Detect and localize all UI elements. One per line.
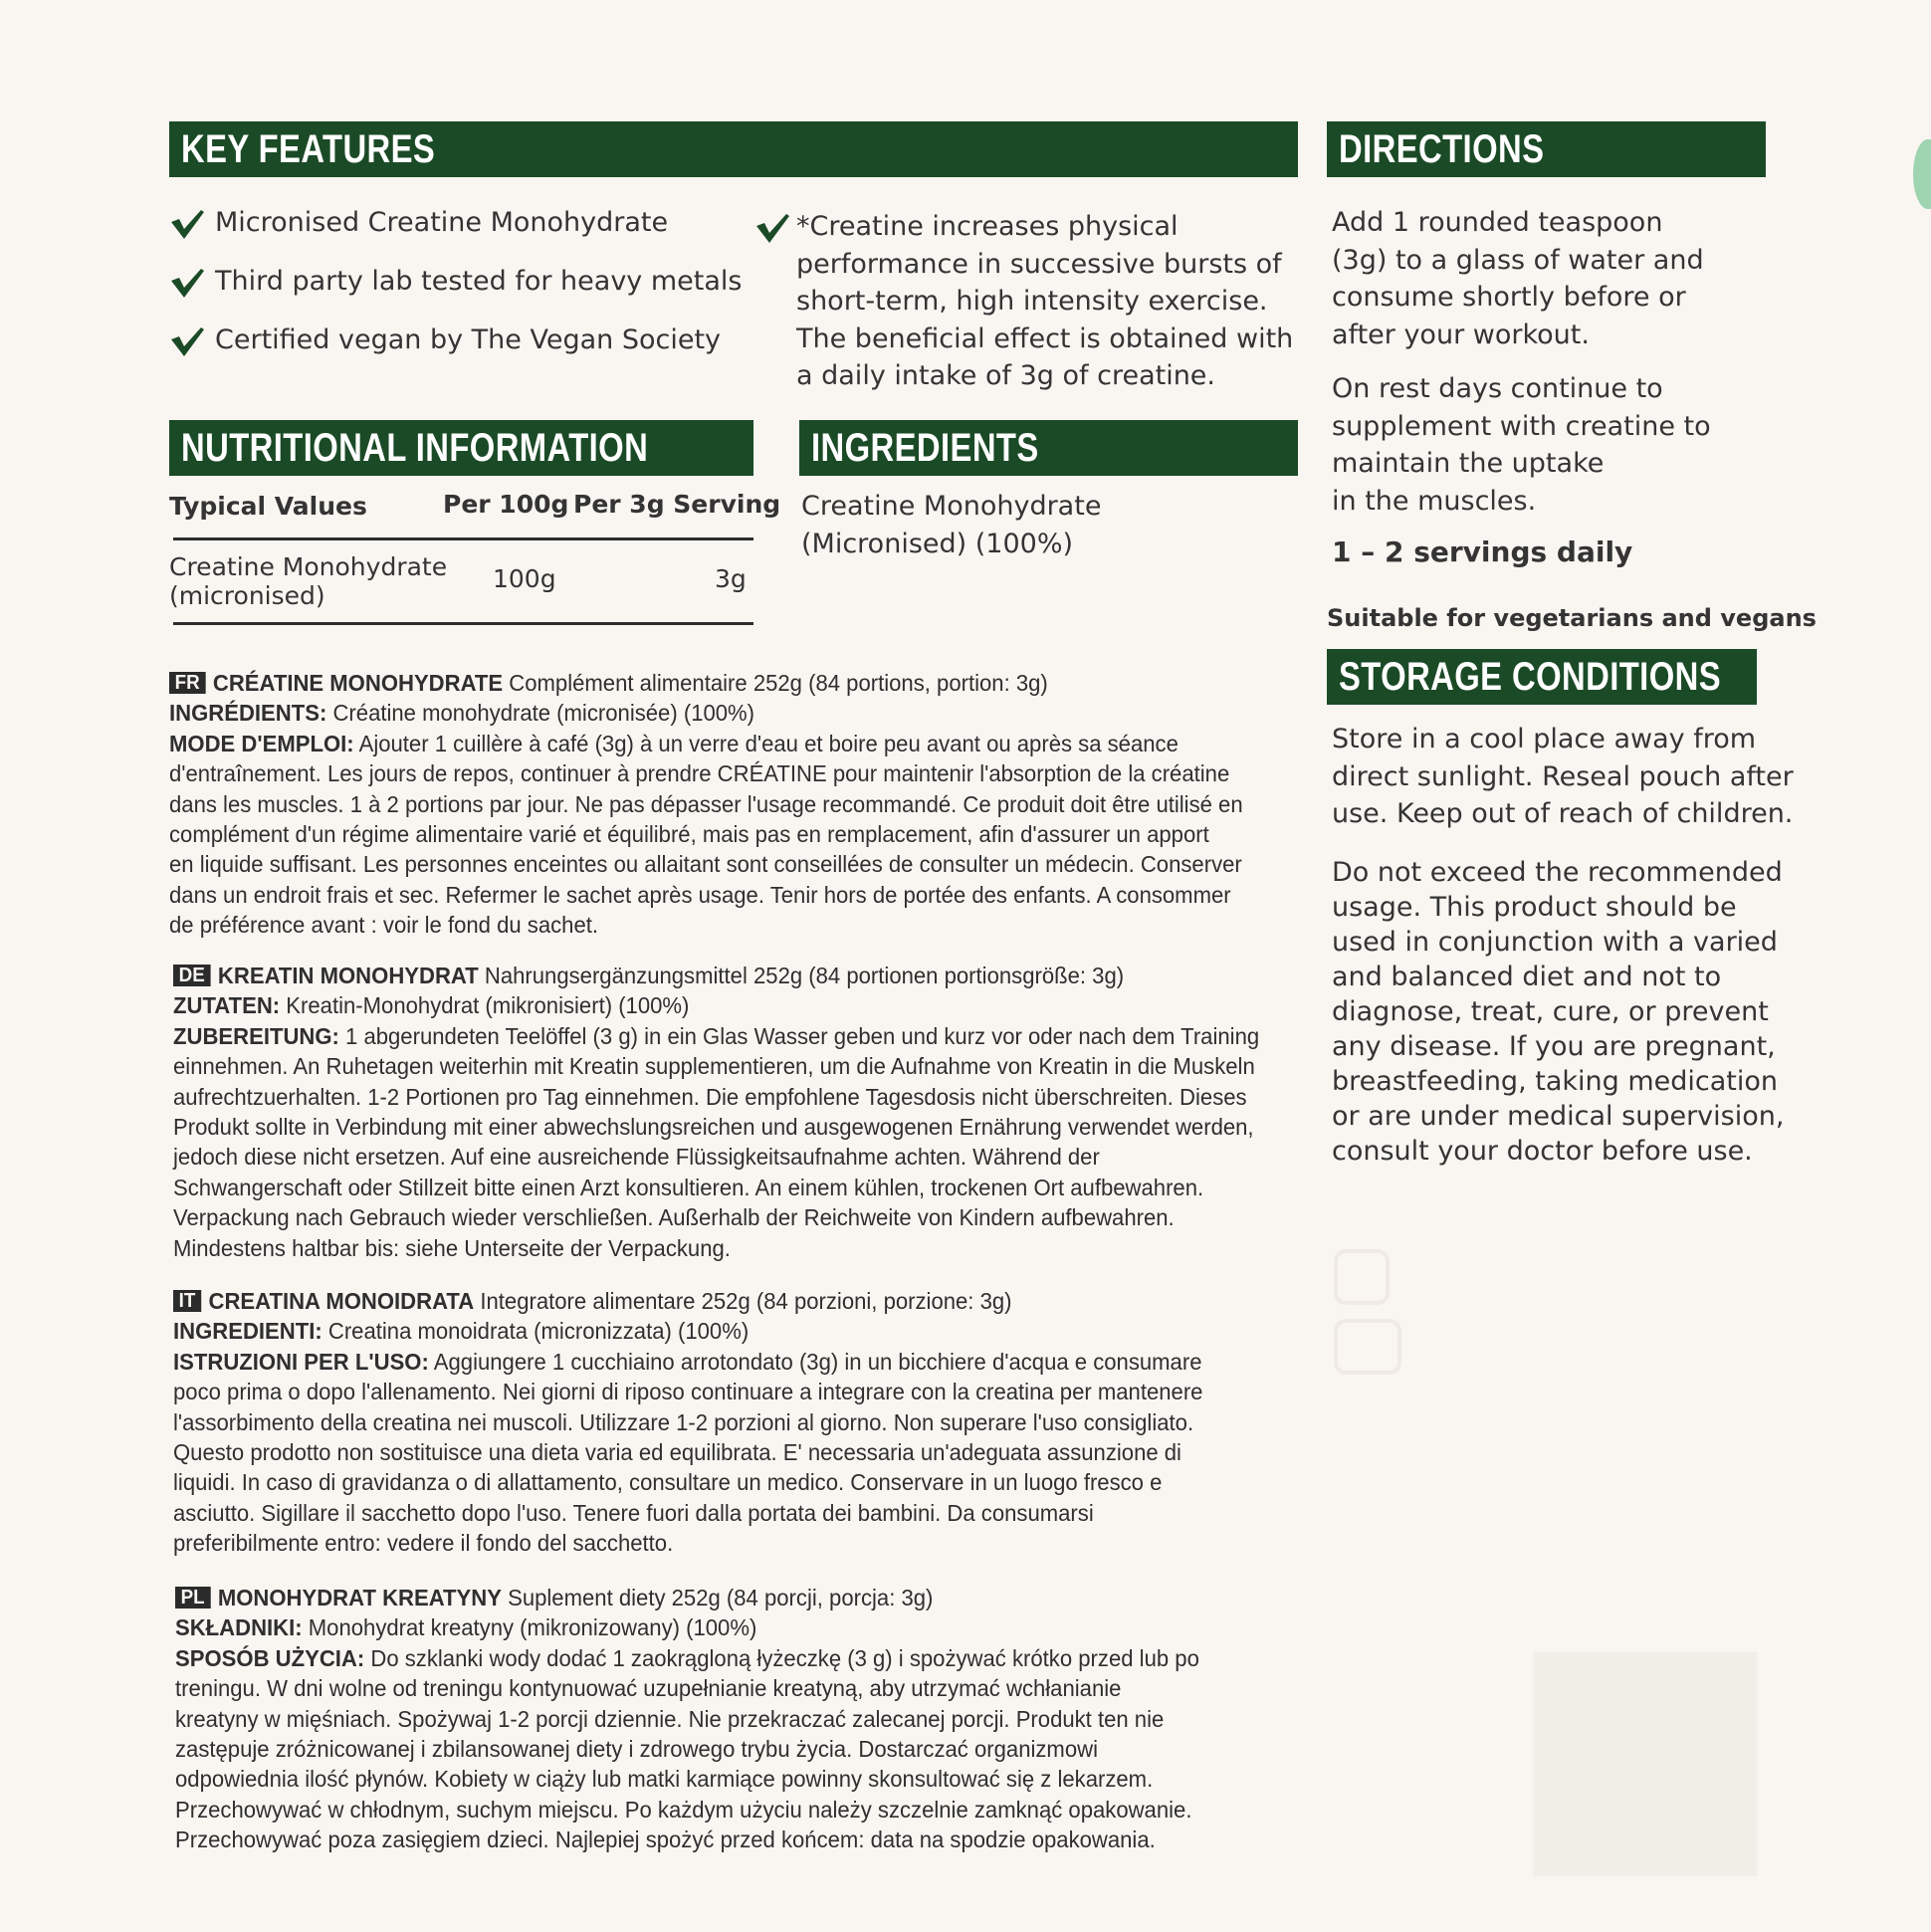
label: SKŁADNIKI:	[175, 1614, 303, 1641]
ingredients-line	[173, 990, 1259, 1020]
nutrient-name-line: (micronised)	[169, 581, 325, 610]
warning-line: usage. This product should be	[1332, 892, 1737, 923]
text-line: asciutto. Sigillare il sacchetto dopo l'uso. Tenere fuori dalla portata dei bambini. Da consumarsi	[173, 1499, 1094, 1526]
suitable-note: Suitable for vegetarians and vegans	[1327, 604, 1817, 632]
text-line: aufrechtzuerhalten. 1-2 Portionen pro Tag einnehmen. Die empfohlene Tagesdosis nicht überschreiten. Dieses	[173, 1083, 1247, 1110]
per-100g-value: 100g	[493, 564, 556, 593]
servings-daily: 1 – 2 servings daily	[1332, 536, 1633, 568]
header-per-serving: Per 3g Serving	[573, 490, 781, 519]
text-line: treningu. W dni wolne od treningu kontynuować uzupełnianie kreatyną, aby utrzymać wchłanianie	[175, 1675, 1122, 1702]
product-name: CREATINA MONOIDRATA	[208, 1288, 475, 1314]
per-serving-value: 3g	[715, 564, 747, 593]
storage-header	[1327, 649, 1757, 705]
feature-text: Third party lab tested for heavy metals	[215, 266, 743, 297]
value: Créatine monohydrate (micronisée) (100%)	[332, 700, 755, 727]
label: ISTRUZIONI PER L'USO:	[173, 1348, 429, 1375]
claim-line: The beneficial effect is obtained with	[796, 322, 1294, 354]
leaf-decoration	[1913, 139, 1931, 209]
lang-block-pl	[175, 1583, 1265, 1855]
claim-line: short-term, high intensity exercise.	[796, 286, 1268, 317]
ingredients-line	[169, 698, 1243, 728]
check-icon	[169, 205, 205, 241]
text-line: en liquide suffisant. Les personnes enceintes ou allaitant sont conseillées de consulter un médecin. Conserver	[169, 851, 1242, 878]
warning-line: Do not exceed the recommended	[1332, 857, 1783, 888]
header-per-100g: Per 100g	[443, 490, 569, 519]
rest-days-line: maintain the uptake	[1332, 448, 1605, 479]
value: Aggiungere 1 cucchiaino arrotondato (3g) in un bicchiere d'acqua e consumare	[433, 1348, 1202, 1375]
claim-line: *Creatine increases physical	[796, 211, 1179, 242]
rest-days-line: supplement with creatine to	[1332, 410, 1711, 442]
usage-line	[173, 1021, 1259, 1051]
lang-title-line	[173, 961, 1259, 990]
product-name: KREATIN MONOHYDRAT	[217, 963, 479, 988]
warning-line: any disease. If you are pregnant,	[1332, 1031, 1776, 1062]
storage-title: STORAGE CONDITIONS	[1339, 655, 1722, 699]
key-features-title: KEY FEATURES	[181, 127, 436, 171]
warning-line: consult your doctor before use.	[1332, 1136, 1753, 1167]
value: Ajouter 1 cuillère à café (3g) à un verre d'eau et boire peu avant ou après sa séance	[358, 730, 1179, 756]
rest-days-line: On rest days continue to	[1332, 373, 1663, 404]
text-line: Przechowywać w chłodnym, suchym miejscu. Po każdym użyciu należy szczelnie zamknąć opakowanie.	[175, 1796, 1192, 1823]
check-icon	[169, 264, 205, 300]
creatine-claim	[796, 208, 1293, 395]
directions-text	[1332, 204, 1704, 353]
ingredients-line: (Micronised) (100%)	[801, 528, 1074, 559]
value: 1 abgerundeten Teelöffel (3 g) in ein Glas Wasser geben und kurz vor oder nach dem Training	[345, 1022, 1260, 1049]
label: ZUTATEN:	[173, 992, 281, 1019]
text-line: poco prima o dopo l'allenamento. Nei giorni di riposo continuare a integrare con la creatina per mantenere	[173, 1379, 1203, 1405]
storage-line: use. Keep out of reach of children.	[1332, 798, 1794, 829]
text-line: preferibilmente entro: vedere il fondo del sacchetto.	[173, 1530, 674, 1557]
nutrient-name	[169, 552, 447, 610]
lang-block-de	[173, 961, 1329, 1263]
value: Monohydrat kreatyny (mikronizowany) (100%)	[308, 1614, 757, 1641]
directions-header	[1327, 121, 1766, 177]
text-line: d'entraînement. Les jours de repos, continuer à prendre CRÉATINE pour maintenir l'absorption de la créatine	[169, 760, 1230, 787]
warning-line: used in conjunction with a varied	[1332, 927, 1778, 958]
label: INGREDIENTI:	[173, 1318, 322, 1345]
lang-block-fr	[169, 668, 1311, 941]
feature-text: Certified vegan by The Vegan Society	[215, 324, 722, 355]
warning-line: diagnose, treat, cure, or prevent	[1332, 996, 1769, 1027]
product-name: CRÉATINE MONOHYDRATE	[212, 670, 504, 696]
text-line: de préférence avant : voir le fond du sachet.	[169, 912, 599, 939]
text-line: Schwangerschaft oder Stillzeit bitte einen Arzt konsultieren. An einem kühlen, trockenen Ort aufbewahren.	[173, 1174, 1204, 1200]
storage-line: direct sunlight. Reseal pouch after	[1332, 760, 1794, 792]
directions-line: consume shortly before or	[1332, 282, 1686, 313]
label: MODE D'EMPLOI:	[169, 730, 354, 756]
text-line: l'assorbimento della creatina nei muscoli. Utilizzare 1-2 porzioni al giorno. Non superare l'uso consigliato.	[173, 1408, 1194, 1435]
text-line: zastępuje zróżnicowanej i zbilansowanej diety i zdrowego trybu życia. Dostarczać organizmowi	[175, 1736, 1098, 1763]
ingredients-header	[799, 420, 1298, 476]
text-line: Verpackung nach Gebrauch wieder verschließen. Außerhalb der Reichweite von Kindern aufbewahren.	[173, 1204, 1175, 1231]
ingredients-line: Creatine Monohydrate	[801, 491, 1102, 522]
text-line: dans un endroit frais et sec. Refermer le sachet après usage. Tenir hors de portée des enfants. A consommer	[169, 881, 1231, 908]
claim-line: a daily intake of 3g of creatine.	[796, 360, 1216, 391]
faded-qr-code	[1533, 1652, 1757, 1876]
warning-line: and balanced diet and not to	[1332, 962, 1722, 992]
key-features-header	[169, 121, 1298, 177]
product-subtitle: Suplement diety 252g (84 porcji, porcja: 3g)	[508, 1585, 934, 1610]
value: Do szklanki wody dodać 1 zaokrągloną łyżeczkę (3 g) i spożywać krótko przed lub po	[370, 1644, 1199, 1671]
text-line: odpowiednia ilość płynów. Kobiety w ciąży lub matki karmiące powinny skonsultować się z lekarzem.	[175, 1766, 1154, 1793]
feature-text: Micronised Creatine Monohydrate	[215, 207, 669, 238]
lang-title-line	[175, 1583, 1199, 1612]
product-subtitle: Complément alimentaire 252g (84 portions, portion: 3g)	[509, 670, 1048, 696]
claim-line: performance in successive bursts of	[796, 248, 1282, 280]
product-subtitle: Nahrungsergänzungsmittel 252g (84 portionen portionsgröße: 3g)	[484, 963, 1125, 988]
directions-line: (3g) to a glass of water and	[1332, 244, 1704, 276]
text-line: dans les muscles. 1 à 2 portions par jour. Ne pas dépasser l'usage recommandé. Ce produit doit être utilisé en	[169, 790, 1243, 817]
usage-line	[175, 1643, 1199, 1673]
warning-line: breastfeeding, taking medication	[1332, 1066, 1779, 1097]
table-rule	[173, 537, 753, 540]
text-line: jedoch diese nicht ersetzen. Auf eine ausreichende Flüssigkeitsaufnahme achten. Während der	[173, 1144, 1100, 1171]
check-icon	[169, 322, 205, 358]
rest-days-text	[1332, 370, 1711, 520]
text-line: complément d'un régime alimentaire varié et équilibré, mais pas en remplacement, afin d'assurer un apport	[169, 821, 1209, 848]
text-line: einnehmen. An Ruhetagen weiterhin mit Kreatin supplementieren, um die Aufnahme von Kreatin in die Muskeln	[173, 1053, 1255, 1080]
nutrient-name-line: Creatine Monohydrate	[169, 552, 448, 581]
faded-social-icon	[1334, 1319, 1401, 1375]
lang-title-line	[169, 668, 1243, 698]
warning-line: or are under medical supervision,	[1332, 1101, 1785, 1132]
ingredients-line	[175, 1612, 1199, 1642]
directions-line: after your workout.	[1332, 319, 1590, 350]
rest-days-line: in the muscles.	[1332, 485, 1537, 517]
label: SPOSÓB UŻYCIA:	[175, 1644, 365, 1671]
header-typical-values: Typical Values	[169, 492, 367, 521]
nutrition-header	[169, 420, 753, 476]
storage-line: Store in a cool place away from	[1332, 724, 1757, 754]
product-name: MONOHYDRAT KREATYNY	[217, 1585, 502, 1610]
warning-text	[1332, 855, 1784, 1169]
value: Creatina monoidrata (micronizzata) (100%)	[327, 1318, 750, 1345]
ingredients-text	[801, 488, 1101, 562]
product-subtitle: Integratore alimentare 252g (84 porzioni, porzione: 3g)	[480, 1288, 1012, 1314]
ingredients-title: INGREDIENTS	[811, 426, 1039, 470]
text-line: kreatyny w mięśniach. Spożywaj 1-2 porcji dziennie. Nie przekraczać zalecanej porcji. Produkt ten nie	[175, 1705, 1165, 1732]
ingredients-line	[173, 1316, 1202, 1346]
lang-badge: IT	[173, 1290, 201, 1312]
storage-text	[1332, 721, 1794, 833]
text-line: Produkt sollte in Verbindung mit einer abwechslungsreichen und ausgewogenen Ernährung verwendet werden,	[173, 1114, 1254, 1141]
lang-badge: DE	[173, 965, 210, 986]
usage-line	[169, 729, 1243, 758]
usage-line	[173, 1347, 1202, 1377]
label: INGRÉDIENTS:	[169, 700, 327, 727]
directions-line: Add 1 rounded teaspoon	[1332, 207, 1663, 238]
text-line: Mindestens haltbar bis: siehe Unterseite der Verpackung.	[173, 1234, 731, 1261]
text-line: Przechowywać poza zasięgiem dzieci. Najlepiej spożyć przed końcem: data na spodzie opakowania.	[175, 1826, 1156, 1853]
check-icon	[754, 209, 790, 245]
faded-social-icon	[1334, 1249, 1390, 1305]
lang-title-line	[173, 1286, 1202, 1316]
text-line: liquidi. In caso di gravidanza o di allattamento, consultare un medico. Conservare in un luogo fresco e	[173, 1469, 1163, 1496]
directions-title: DIRECTIONS	[1339, 127, 1545, 171]
lang-block-it	[173, 1286, 1269, 1559]
text-line: Questo prodotto non sostituisce una dieta varia ed equilibrata. E' necessaria un'adeguata assunzione di	[173, 1439, 1181, 1466]
value: Kreatin-Monohydrat (mikronisiert) (100%)	[286, 992, 690, 1019]
lang-badge: PL	[175, 1587, 210, 1609]
table-rule	[173, 622, 753, 625]
lang-badge: FR	[169, 672, 205, 694]
nutrition-title: NUTRITIONAL INFORMATION	[181, 426, 649, 470]
label: ZUBEREITUNG:	[173, 1022, 339, 1049]
